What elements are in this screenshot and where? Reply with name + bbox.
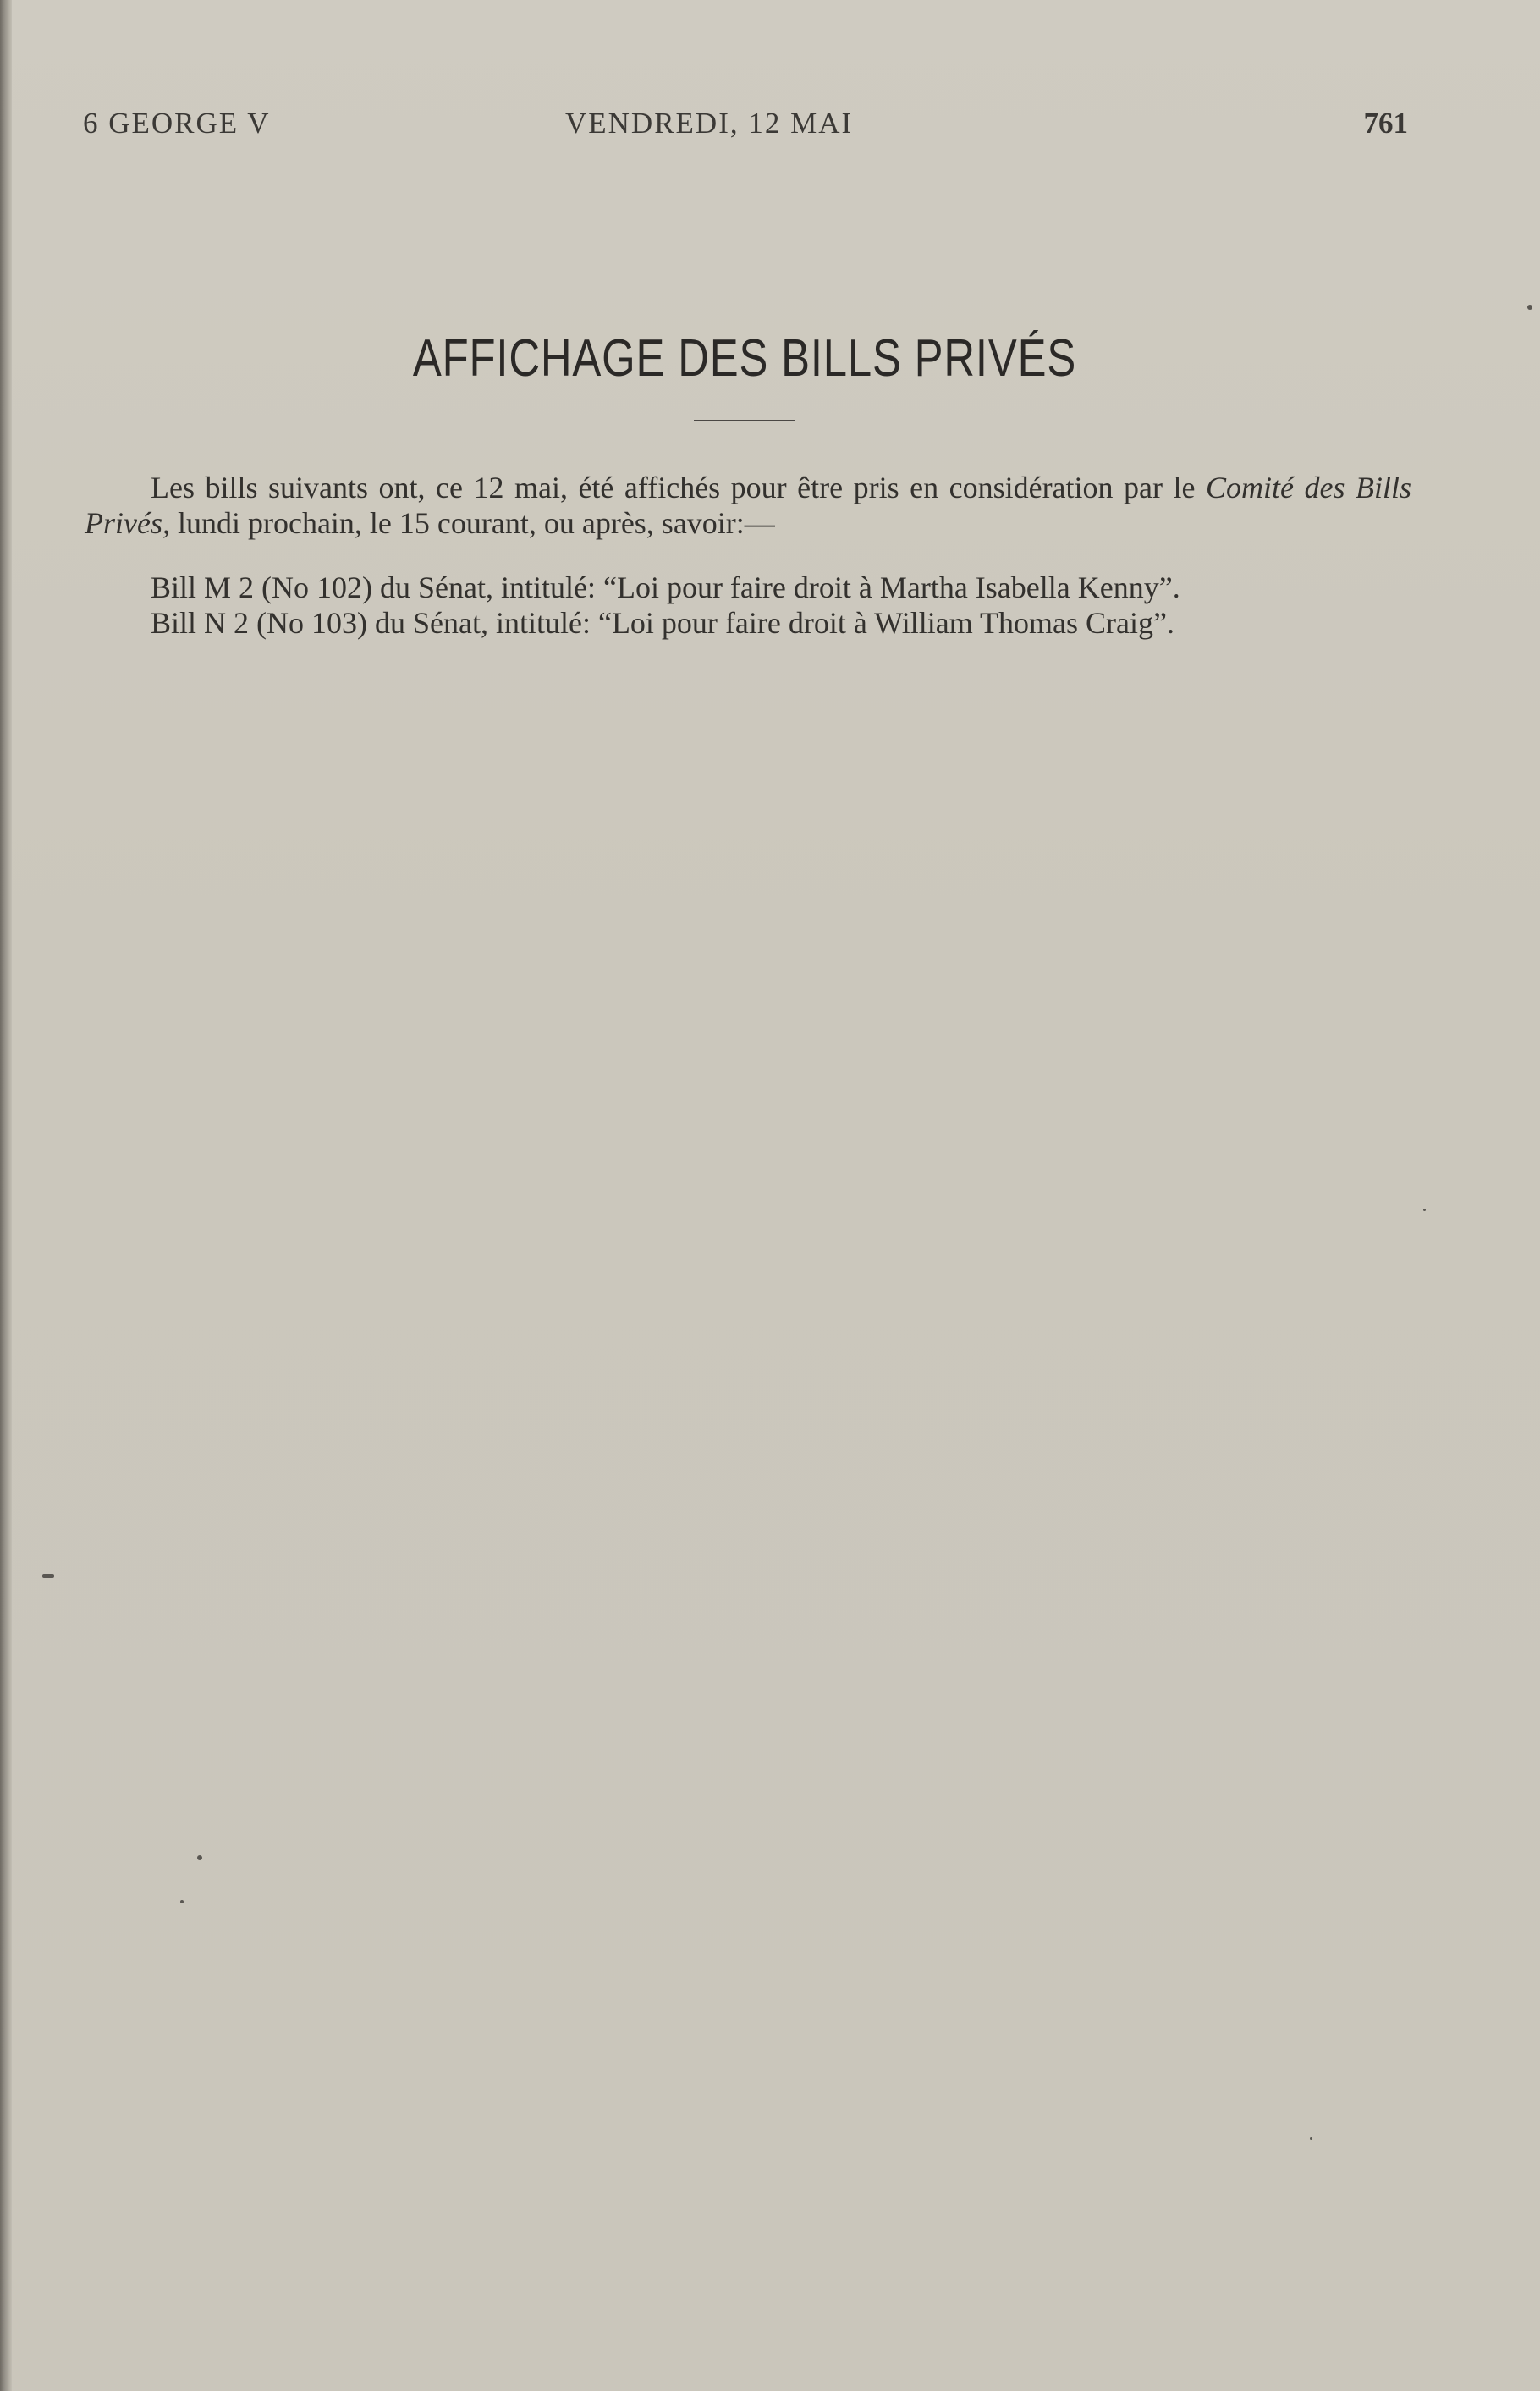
paper-speck — [1310, 2137, 1312, 2140]
paper-speck — [42, 1574, 54, 1578]
body-text — [85, 470, 1411, 641]
title-rule — [694, 420, 795, 421]
committee-name: Comité des Bills Privés, — [85, 471, 1411, 540]
paper-speck — [180, 1900, 184, 1903]
page-title: AFFICHAGE DES BILLS PRIVÉS — [412, 329, 1077, 388]
intro-text-end: lundi prochain, le 15 courant, ou après, savoir:— — [169, 506, 775, 540]
paper-speck — [1423, 1209, 1426, 1211]
intro-text: Les bills suivants ont, ce 12 mai, été affichés pour être pris en considération par le — [151, 471, 1206, 504]
header-date: VENDREDI, 12 MAI — [565, 107, 854, 140]
bill-paragraph: Bill N 2 (No 103) du Sénat, intitulé: “Loi pour faire droit à William Thomas Craig”. — [151, 606, 1174, 640]
binding-edge — [0, 0, 12, 2391]
header-session: 6 GEORGE V — [83, 107, 271, 140]
running-head — [83, 107, 1408, 144]
paper-speck — [1527, 305, 1532, 310]
bill-paragraph: Bill M 2 (No 102) du Sénat, intitulé: “Loi pour faire droit à Martha Isabella Kenny”. — [151, 570, 1180, 604]
paper-speck — [197, 1855, 202, 1860]
page-number: 761 — [1363, 107, 1408, 140]
intro-paragraph — [85, 470, 1411, 541]
